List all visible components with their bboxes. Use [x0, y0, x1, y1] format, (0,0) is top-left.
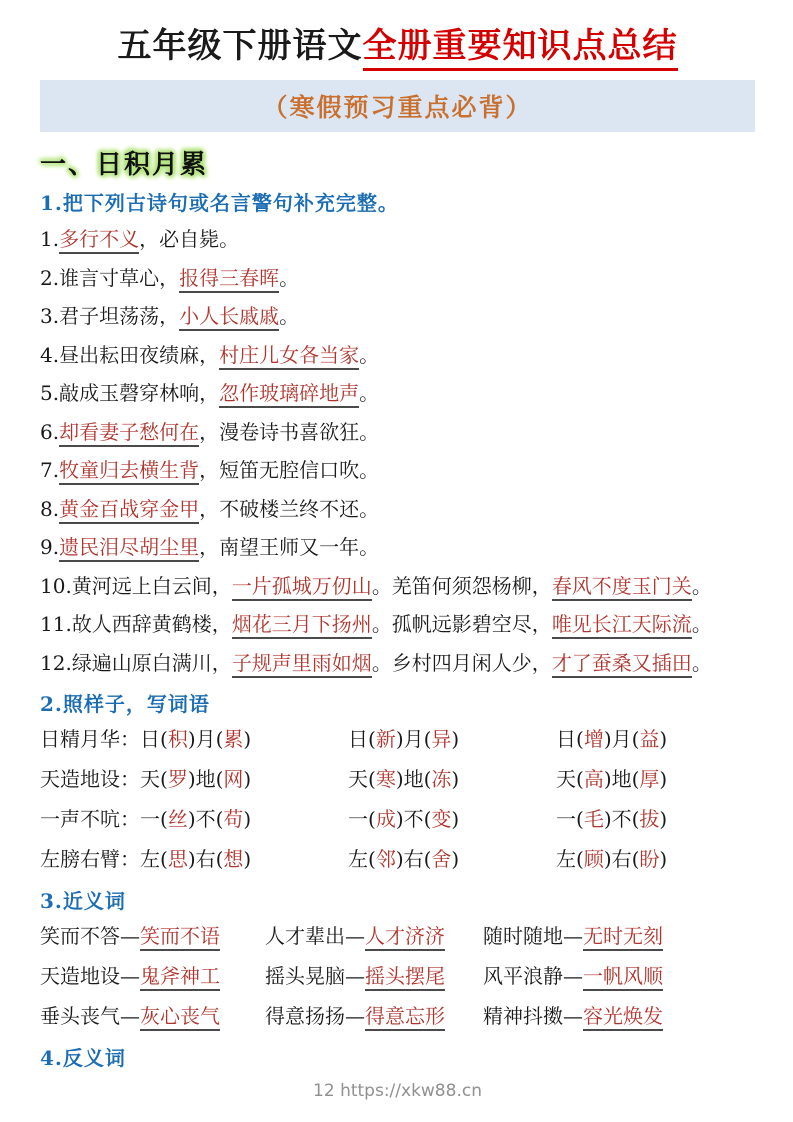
subtitle-banner [40, 80, 755, 132]
pattern-text: )地( [395, 767, 432, 792]
answer-char: 舍 [431, 847, 452, 872]
pattern-text: ) [451, 767, 460, 792]
poem-text: 。 [359, 381, 380, 406]
pattern-text: 天造地设：天( [40, 767, 168, 792]
pattern-text: ) [243, 847, 252, 872]
poem-line [40, 451, 755, 490]
poem-answer: 牧童归去横生背 [59, 458, 199, 485]
poem-number: 6. [40, 419, 60, 444]
synonym-answer: 得意忘形 [365, 1004, 445, 1031]
poem-number: 11. [40, 612, 72, 637]
synonym-word: 精神抖擞— [483, 1004, 583, 1029]
word-pattern-cell [348, 839, 556, 879]
synonym-row [40, 916, 755, 956]
synonym-word: 笑而不答— [40, 924, 140, 949]
footer-page-number-url: 12 https://xkw88.cn [313, 1081, 482, 1102]
word-pattern-cell [556, 759, 755, 799]
word-pattern-cell [556, 799, 755, 839]
poem-text: 敲成玉磬穿林响， [59, 381, 220, 406]
poem-answer: 多行不义 [59, 227, 139, 254]
answer-char: 累 [223, 727, 244, 752]
pattern-text: 一声不吭：一( [40, 807, 168, 832]
poem-line [40, 297, 755, 336]
poem-answer: 却看妻子愁何在 [59, 420, 199, 447]
pattern-text: ) [659, 767, 668, 792]
word-pattern-cell [348, 799, 556, 839]
title-highlight-red: 全册重要知识点总结 [363, 26, 678, 71]
answer-char: 厚 [639, 767, 660, 792]
synonym-pair [265, 916, 483, 956]
answer-char: 毛 [583, 807, 604, 832]
poem-text: ，不破楼兰终不还。 [199, 496, 380, 521]
pattern-text: )地( [603, 767, 640, 792]
title-main: 五年级下册语文 [117, 26, 363, 66]
synonym-answer: 笑而不语 [140, 924, 220, 951]
synonym-answer: 鬼斧神工 [140, 964, 220, 991]
poem-number: 1. [40, 227, 60, 252]
poem-answer: 才了蚕桑又插田 [552, 651, 692, 678]
synonym-pair [483, 916, 755, 956]
pattern-text: 日( [348, 727, 376, 752]
synonym-word: 垂头丧气— [40, 1004, 140, 1029]
pattern-text: )不( [603, 807, 640, 832]
poem-number: 9. [40, 535, 60, 560]
poem-text: 。 [691, 612, 712, 637]
pattern-text: ) [243, 727, 252, 752]
answer-char: 网 [223, 767, 244, 792]
poem-answer: 忽作玻璃碎地声 [219, 381, 359, 408]
pattern-text: 左膀右臂：左( [40, 847, 168, 872]
answer-char: 新 [375, 727, 396, 752]
synonym-pair [40, 956, 265, 996]
poem-text: 君子坦荡荡， [59, 304, 180, 329]
pattern-text: )月( [395, 727, 432, 752]
section2-heading: 2.照样子，写词语 [40, 692, 210, 717]
poem-answer: 一片孤城万仞山 [232, 574, 372, 601]
synonym-word: 得意扬扬— [265, 1004, 365, 1029]
synonym-word: 风平浪静— [483, 964, 583, 989]
word-pattern-cell [556, 839, 755, 879]
word-pattern-cell [348, 719, 556, 759]
synonym-pair [265, 996, 483, 1036]
poem-text: 谁言寸草心， [59, 265, 180, 290]
poem-answer: 村庄儿女各当家 [219, 343, 359, 370]
poem-text: 。 [691, 573, 712, 598]
subtitle-text: （寒假预习重点必背） [262, 93, 533, 123]
answer-char: 丝 [167, 807, 188, 832]
pattern-text: )右( [187, 847, 224, 872]
word-pattern-cell [348, 759, 556, 799]
poem-line [40, 528, 755, 567]
word-pattern-row [40, 719, 755, 759]
pattern-text: )不( [187, 807, 224, 832]
page-title [40, 24, 755, 68]
poem-line [40, 220, 755, 259]
poem-line [40, 644, 755, 683]
pattern-text: ) [243, 767, 252, 792]
synonym-word: 摇头晃脑— [265, 964, 365, 989]
poem-text: 。 [279, 265, 300, 290]
poem-line [40, 259, 755, 298]
answer-char: 顾 [583, 847, 604, 872]
answer-char: 异 [431, 727, 452, 752]
pattern-text: 左( [556, 847, 584, 872]
synonym-answer: 容光焕发 [583, 1004, 663, 1031]
synonym-answer: 人才济济 [365, 924, 445, 951]
answer-char: 邻 [375, 847, 396, 872]
synonym-pair [40, 996, 265, 1036]
poem-text: 黄河远上白云间， [71, 573, 232, 598]
pattern-text: 左( [348, 847, 376, 872]
word-pattern-list [40, 719, 755, 879]
poem-line [40, 336, 755, 375]
pattern-text: )地( [187, 767, 224, 792]
answer-char: 积 [167, 727, 188, 752]
poem-number: 12. [40, 650, 72, 675]
pattern-text: )右( [395, 847, 432, 872]
answer-char: 寒 [375, 767, 396, 792]
synonym-pair [483, 956, 755, 996]
pattern-text: 天( [348, 767, 376, 792]
synonym-word: 天造地设— [40, 964, 140, 989]
section1-heading: 一、日积月累 [40, 150, 209, 181]
poem-text: ，南望王师又一年。 [199, 535, 380, 560]
answer-char: 想 [223, 847, 244, 872]
synonym-pair [265, 956, 483, 996]
poem-answer: 遗民泪尽胡尘里 [59, 535, 199, 562]
poem-number: 7. [40, 458, 60, 483]
synonym-row [40, 956, 755, 996]
poem-line [40, 567, 755, 606]
poem-text: 昼出耘田夜绩麻， [59, 342, 220, 367]
poem-number: 4. [40, 342, 60, 367]
word-pattern-cell [40, 799, 348, 839]
poem-text: 。 [359, 342, 380, 367]
answer-char: 增 [583, 727, 604, 752]
poem-answer: 报得三春晖 [179, 266, 279, 293]
poem-answer: 春风不度玉门关 [552, 574, 692, 601]
pattern-text: ) [659, 727, 668, 752]
poem-answer: 子规声里雨如烟 [232, 651, 372, 678]
word-pattern-row [40, 759, 755, 799]
synonym-pair [40, 916, 265, 956]
pattern-text: 日( [556, 727, 584, 752]
poem-number: 8. [40, 496, 60, 521]
pattern-text: 天( [556, 767, 584, 792]
poem-answer: 烟花三月下扬州 [232, 612, 372, 639]
synonym-pair [483, 996, 755, 1036]
section1-subheading: 1.把下列古诗句或名言警句补充完整。 [40, 191, 399, 216]
poem-text: 。羌笛何须怨杨柳， [371, 573, 552, 598]
pattern-text: )月( [187, 727, 224, 752]
word-pattern-row [40, 799, 755, 839]
pattern-text: ) [451, 847, 460, 872]
answer-char: 思 [167, 847, 188, 872]
pattern-text: ) [451, 807, 460, 832]
poem-text: 故人西辞黄鹤楼， [71, 612, 232, 637]
poem-text: ，短笛无腔信口吹。 [199, 458, 380, 483]
answer-char: 益 [639, 727, 660, 752]
answer-char: 变 [431, 807, 452, 832]
pattern-text: )月( [603, 727, 640, 752]
synonym-answer: 灰心丧气 [140, 1004, 220, 1031]
pattern-text: 一( [348, 807, 376, 832]
answer-char: 冻 [431, 767, 452, 792]
pattern-text: ) [243, 807, 252, 832]
synonym-list [40, 916, 755, 1036]
pattern-text: ) [659, 847, 668, 872]
word-pattern-row [40, 839, 755, 879]
page-footer [40, 1081, 755, 1101]
pattern-text: )右( [603, 847, 640, 872]
answer-char: 罗 [167, 767, 188, 792]
poem-text: 。 [691, 650, 712, 675]
answer-char: 盼 [639, 847, 660, 872]
synonym-word: 随时随地— [483, 924, 583, 949]
poem-text: 。乡村四月闲人少， [371, 650, 552, 675]
poem-answer: 小人长戚戚 [179, 304, 279, 331]
pattern-text: 日精月华：日( [40, 727, 168, 752]
poem-line [40, 605, 755, 644]
poem-answer: 黄金百战穿金甲 [59, 497, 199, 524]
poem-text: 。 [279, 304, 300, 329]
poem-text: 绿遍山原白满川， [71, 650, 232, 675]
synonym-answer: 一帆风顺 [583, 964, 663, 991]
poem-number: 2. [40, 265, 60, 290]
section3-heading: 3.近义词 [40, 889, 126, 914]
pattern-text: 一( [556, 807, 584, 832]
answer-char: 高 [583, 767, 604, 792]
pattern-text: )不( [395, 807, 432, 832]
section4-heading: 4.反义词 [40, 1046, 126, 1071]
answer-char: 拔 [639, 807, 660, 832]
synonym-word: 人才辈出— [265, 924, 365, 949]
synonym-row [40, 996, 755, 1036]
answer-char: 苟 [223, 807, 244, 832]
synonym-answer: 无时无刻 [583, 924, 663, 951]
poem-number: 10. [40, 573, 72, 598]
answer-char: 成 [375, 807, 396, 832]
synonym-answer: 摇头摆尾 [365, 964, 445, 991]
word-pattern-cell [40, 759, 348, 799]
pattern-text: ) [451, 727, 460, 752]
word-pattern-cell [40, 839, 348, 879]
poem-text: ，漫卷诗书喜欲狂。 [199, 419, 380, 444]
pattern-text: ) [659, 807, 668, 832]
poem-text: 。孤帆远影碧空尽， [371, 612, 552, 637]
poem-line [40, 413, 755, 452]
poem-text: ，必自毙。 [139, 227, 240, 252]
word-pattern-cell [40, 719, 348, 759]
poem-answer: 唯见长江天际流 [552, 612, 692, 639]
poem-number: 5. [40, 381, 60, 406]
word-pattern-cell [556, 719, 755, 759]
poem-number: 3. [40, 304, 60, 329]
poem-list [40, 220, 755, 682]
poem-line [40, 490, 755, 529]
poem-line [40, 374, 755, 413]
